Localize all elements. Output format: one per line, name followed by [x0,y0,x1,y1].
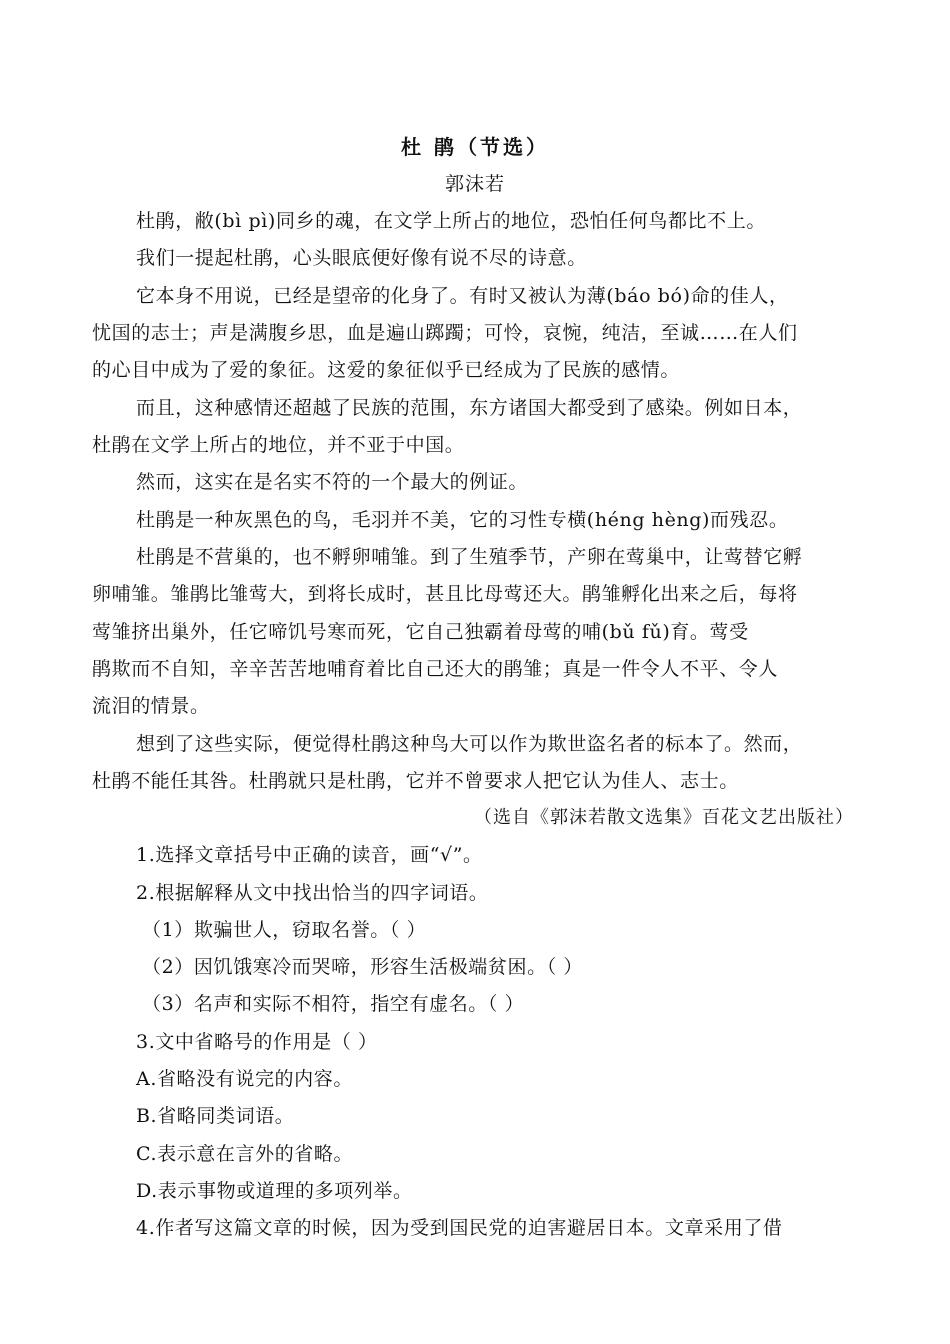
question-1: 1.选择文章括号中正确的读音，画“√”。 [136,844,483,866]
paragraph-line: 莺雏挤出巢外，任它啼饥号寒而死，它自己独霸着母莺的哺(bǔ fǔ)育。莺受 [92,621,749,643]
paragraph-line: 杜鹃在文学上所占的地位，并不亚于中国。 [92,434,465,456]
paragraph-line: 杜鹃不能任其咎。杜鹃就只是杜鹃，它并不曾要求人把它认为佳人、志士。 [92,770,739,792]
question-2: 2.根据解释从文中找出恰当的四字词语。 [136,882,489,904]
paragraph-line: 杜鹃，敝(bì pì)同乡的魂，在文学上所占的地位，恐怕任何鸟都比不上。 [136,210,766,232]
question-3-option-a: A.省略没有说完的内容。 [136,1068,353,1090]
article-title: 杜 鹃（节选） [401,135,549,159]
question-2-item-1: （1）欺骗世人，窃取名誉。（ ） [142,919,427,941]
paragraph-line: 而且，这种感情还超越了民族的范围，东方诸国大都受到了感染。例如日本， [136,397,803,419]
question-3-option-d: D.表示事物或道理的多项列举。 [136,1180,413,1202]
paragraph-line: 我们一提起杜鹃，心头眼底便好像有说不尽的诗意。 [136,247,587,269]
paragraph-line: 流泪的情景。 [92,695,210,717]
paragraph-line: 杜鹃是不营巢的，也不孵卵哺雏。到了生殖季节，产卵在莺巢中，让莺替它孵 [136,546,803,568]
paragraph-line: 它本身不用说，已经是望帝的化身了。有时又被认为薄(báo bó)命的佳人， [136,285,789,307]
paragraph-line: 卵哺雏。雏鹃比雏莺大，到将长成时，甚且比母莺还大。鹃雏孵化出来之后，每将 [92,583,798,605]
question-3-option-c: C.表示意在言外的省略。 [136,1143,354,1165]
paragraph-line: 鹃欺而不自知，辛辛苦苦地哺育着比自己还大的鹃雏；真是一件令人不平、令人 [92,658,779,680]
question-2-item-2: （2）因饥饿寒冷而哭啼，形容生活极端贫困。（ ） [142,956,584,978]
question-3-option-b: B.省略同类词语。 [136,1105,295,1127]
source-citation: （选自《郭沫若散文选集》百花文艺出版社） [474,807,854,828]
paragraph-line: 然而，这实在是名实不符的一个最大的例证。 [136,471,529,493]
article-author: 郭沫若 [444,173,505,195]
paragraph-line: 想到了这些实际，便觉得杜鹃这种鸟大可以作为欺世盗名者的标本了。然而， [136,733,803,755]
question-3: 3.文中省略号的作用是（ ） [136,1031,378,1053]
paragraph-line: 杜鹃是一种灰黑色的鸟，毛羽并不美，它的习性专横(héng hèng)而残忍。 [136,509,789,531]
question-2-item-3: （3）名声和实际不相符，指空有虚名。（ ） [142,993,525,1015]
paragraph-line: 忧国的志士；声是满腹乡思，血是遍山踯躅；可怜，哀惋，纯洁，至诚……在人们 [92,322,798,344]
question-4: 4.作者写这篇文章的时候，因为受到国民党的迫害避居日本。文章采用了借 [136,1217,783,1239]
paragraph-line: 的心目中成为了爱的象征。这爱的象征似乎已经成为了民族的感情。 [92,359,681,381]
